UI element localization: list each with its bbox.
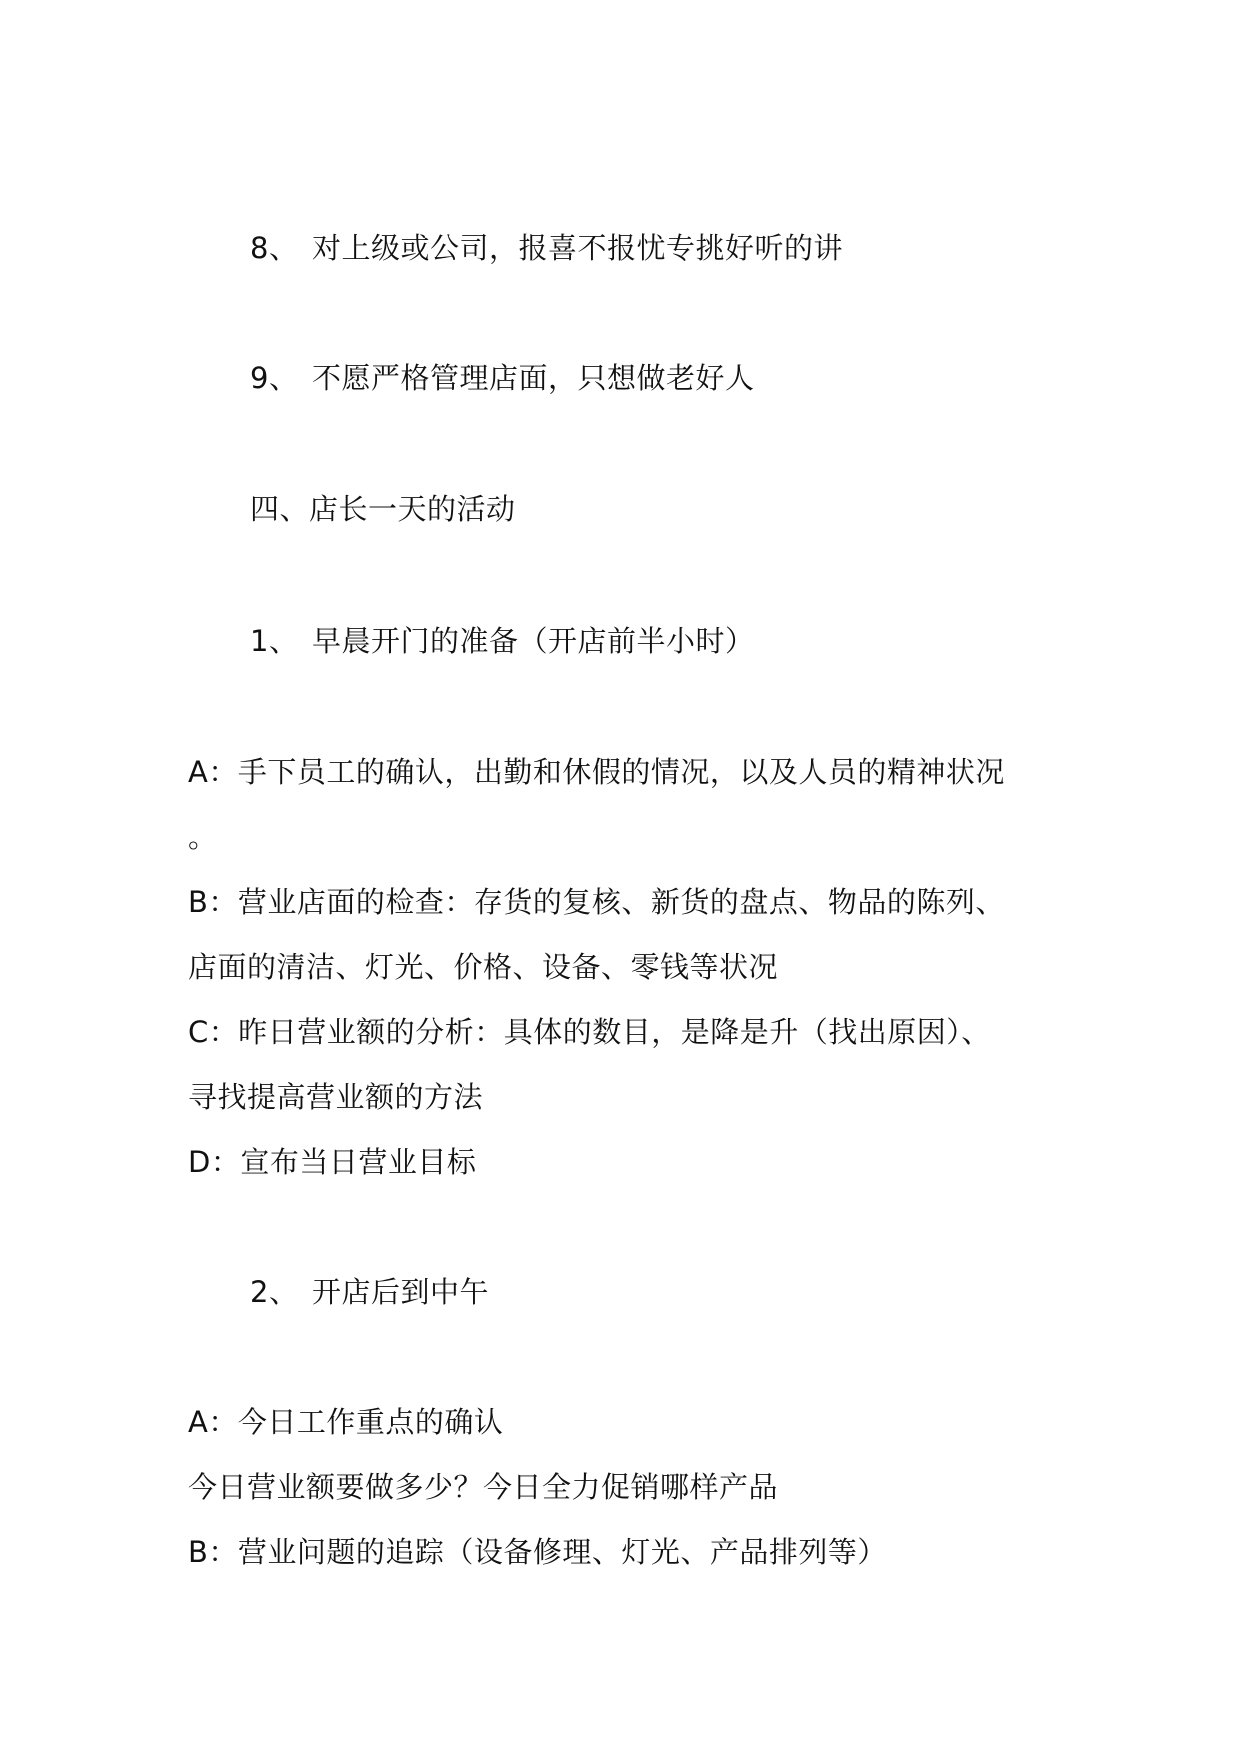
paragraph-line: 。	[188, 820, 218, 854]
paragraph-line: D：宣布当日营业目标	[188, 1145, 477, 1179]
list-item-9	[250, 358, 755, 398]
section-heading: 四、店长一天的活动	[250, 492, 516, 526]
sub-heading-number: 1、	[250, 624, 299, 658]
list-text: 对上级或公司，报喜不报忧专挑好听的讲	[312, 231, 844, 265]
paragraph-line: A：手下员工的确认，出勤和休假的情况，以及人员的精神状况	[188, 755, 1005, 789]
sub-heading-text: 早晨开门的准备（开店前半小时）	[312, 624, 755, 658]
list-item-8	[250, 228, 843, 268]
paragraph-line: 店面的清洁、灯光、价格、设备、零钱等状况	[188, 950, 779, 984]
sub-heading-text: 开店后到中午	[312, 1275, 490, 1309]
paragraph-line: C：昨日营业额的分析：具体的数目，是降是升（找出原因）、	[188, 1015, 991, 1049]
paragraph-line: A：今日工作重点的确认	[188, 1405, 504, 1439]
sub-heading-number: 2、	[250, 1275, 299, 1309]
list-number: 8、	[250, 231, 299, 265]
paragraph-line: 今日营业额要做多少？今日全力促销哪样产品	[188, 1470, 779, 1504]
list-number: 9、	[250, 361, 299, 395]
sub-heading-1	[250, 621, 755, 661]
paragraph-line: B：营业店面的检查：存货的复核、新货的盘点、物品的陈列、	[188, 885, 1005, 919]
sub-heading-2	[250, 1272, 489, 1312]
paragraph-line: B：营业问题的追踪（设备修理、灯光、产品排列等）	[188, 1535, 887, 1569]
list-text: 不愿严格管理店面，只想做老好人	[312, 361, 755, 395]
paragraph-line: 寻找提高营业额的方法	[188, 1080, 484, 1114]
